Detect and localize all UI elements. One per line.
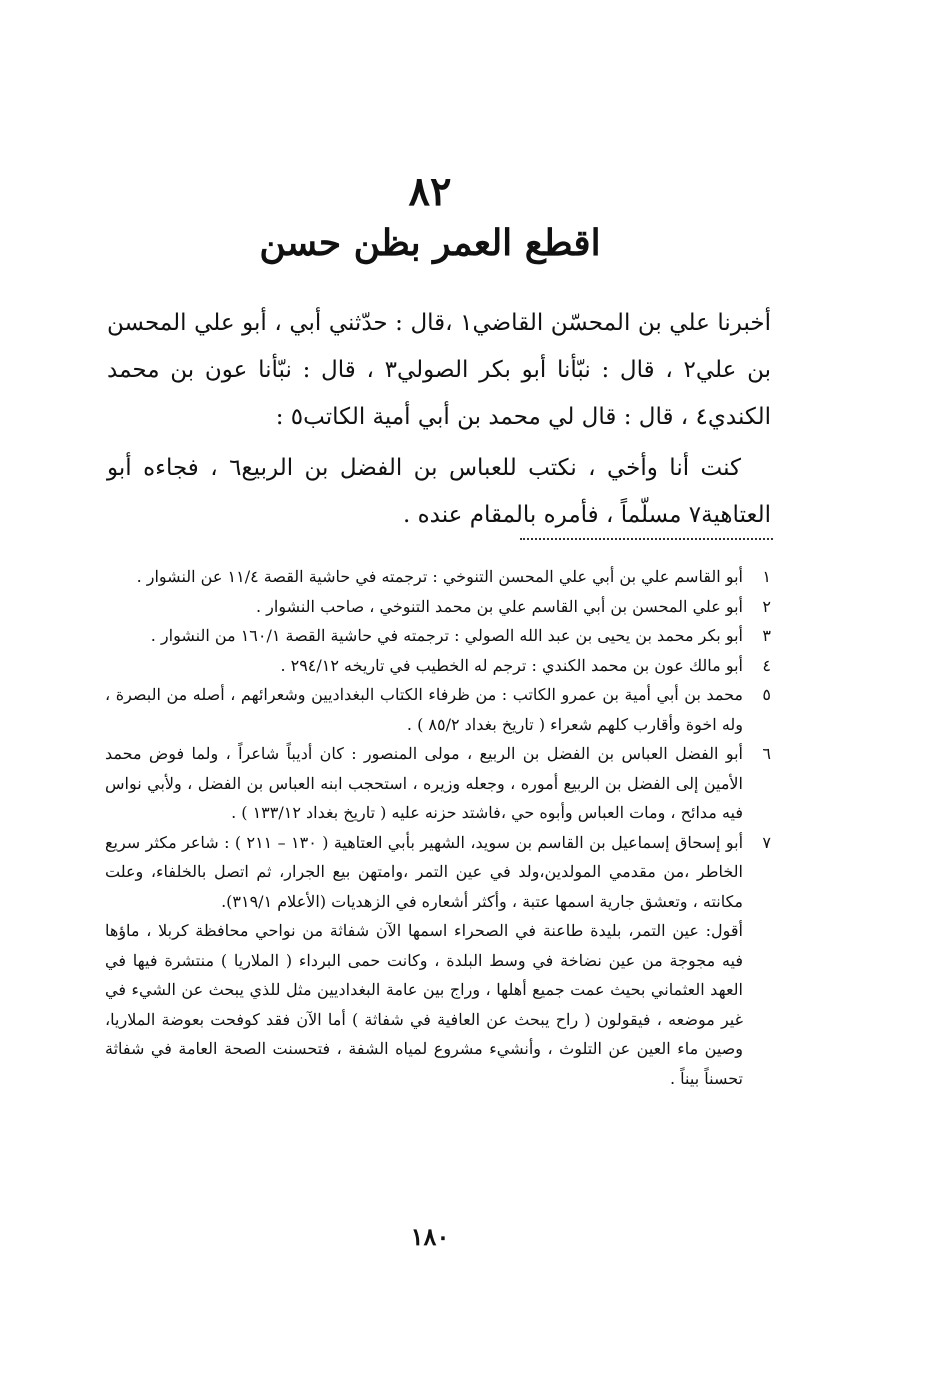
footnote-number: ٤: [762, 655, 771, 675]
paragraph-narrative: كنت أنا وأخي ، نكتب للعباس بن الفضل بن الربيع٦ ، فجاءه أبو العتاهية٧ مسلّماً ، فأمره بالمقام عنده .: [107, 455, 771, 528]
footnote-text: أبو القاسم علي بن أبي علي المحسن التنوخي : ترجمته في حاشية القصة ١١/٤ عن النشوار .: [136, 567, 743, 586]
footnote-text: أبو مالك عون بن محمد الكندي : ترجم له الخطيب في تاريخه ٢٩٤/١٢ .: [280, 655, 743, 675]
footnote: [105, 828, 771, 917]
footnote: [105, 739, 771, 828]
footnote-number: ٣: [762, 626, 771, 645]
footnote: [105, 592, 771, 622]
footnote-comment: [105, 916, 771, 1093]
footnote-number: ٥: [762, 685, 771, 704]
footnote-divider: [520, 538, 773, 540]
footnote-text: محمد بن أبي أمية بن عمرو الكاتب : من ظرفاء الكتاب البغداديين وشعرائهم ، أصله من البصرة ، وله اخوة وأقارب كلهم شعراء ( تاريخ بغداد ٨٥/٢ ) .: [105, 685, 743, 734]
page-number: ١٨٠: [410, 1222, 450, 1251]
footnote-number: ٧: [762, 832, 771, 852]
footnote-text: أبو الفضل العباس بن الفضل بن الربيع ، مولى المنصور : كان أديباً شاعراً ، ولما فوض محمد الأمين إلى الفضل بن الربيع أموره ، وجعله وزيره ، استحجب ابنه العباس بن الفضل ، ولأبي نواس فيه مدائح ، ومات العباس وأبوه حي ،فاشتد حزنه عليه ( تاريخ بغداد ١٣٣/١٢ ) .: [105, 744, 743, 822]
footnote-number: ٢: [762, 596, 771, 616]
footnote: [105, 680, 771, 739]
footnote-text: أبو علي المحسن بن أبي القاسم علي بن محمد التنوخي ، صاحب النشوار .: [255, 596, 743, 616]
paragraph-isnad: أخبرنا علي بن المحسّن القاضي١ ،قال : حدّثني أبي ، أبو علي المحسن بن علي٢ ، قال : نبّأنا أبو بكر الصولي٣ ، قال : نبّأنا عون بن محمد الكندي٤ ، قال : قال لي محمد بن أبي أمية الكاتب٥ :: [107, 310, 772, 430]
footnote-text: أبو إسحاق إسماعيل بن القاسم بن سويد، الشهير بأبي العتاهية ( ١٣٠ – ٢١١ ) : شاعر مكثر سريع الخاطر ،من مقدمي المولدين،ولد في عين التمر ،وامتهن بيع الجرار، ثم اتصل بالخلفاء، وعلت مكانته ، وتعشق جارية اسمها عتبة ، وأكثر أشعاره في الزهديات (الأعلام ٣١٩/١).: [105, 832, 744, 911]
footnote-text: أبو بكر محمد بن يحيى بن عبد الله الصولي : ترجمته في حاشية القصة ١٦٠/١ من النشوار .: [150, 626, 743, 645]
footnote-number: ٦: [762, 744, 771, 763]
footnote: [105, 651, 771, 681]
footnote: [105, 621, 771, 651]
story-number: ٨٢: [408, 168, 452, 215]
footnote-number: ١: [762, 567, 771, 586]
main-text: [107, 300, 771, 539]
footnotes: [105, 562, 771, 1093]
footnote: [105, 562, 771, 592]
story-title: اقطع العمر بظن حسن: [259, 222, 601, 264]
footnote-text: أقول: عين التمر، بليدة طاعنة في الصحراء اسمها الآن شفاثة من نواحي محافظة كربلا ، ماؤها فيه مجوجة من عين نضاخة في وسط البلدة ، وكانت حمى البرداء ( الملاريا ) منتشرة فيها في العهد العثماني بحيث عمت جميع أهلها ، وراج بين عامة البغداديين مثل للذي يبحث عن الشيء في غير موضعه ، فيقولون ( راح يبحث عن العافية في شفاثة ) أما الآن فقد كوفحت بعوضة الملاريا، وصين ماء العين عن التلوث ، وأنشيء مشروع لمياه الشفة ، فتحسنت الصحة العامة في شفاثة تحسناً بيناً .: [105, 921, 744, 1088]
